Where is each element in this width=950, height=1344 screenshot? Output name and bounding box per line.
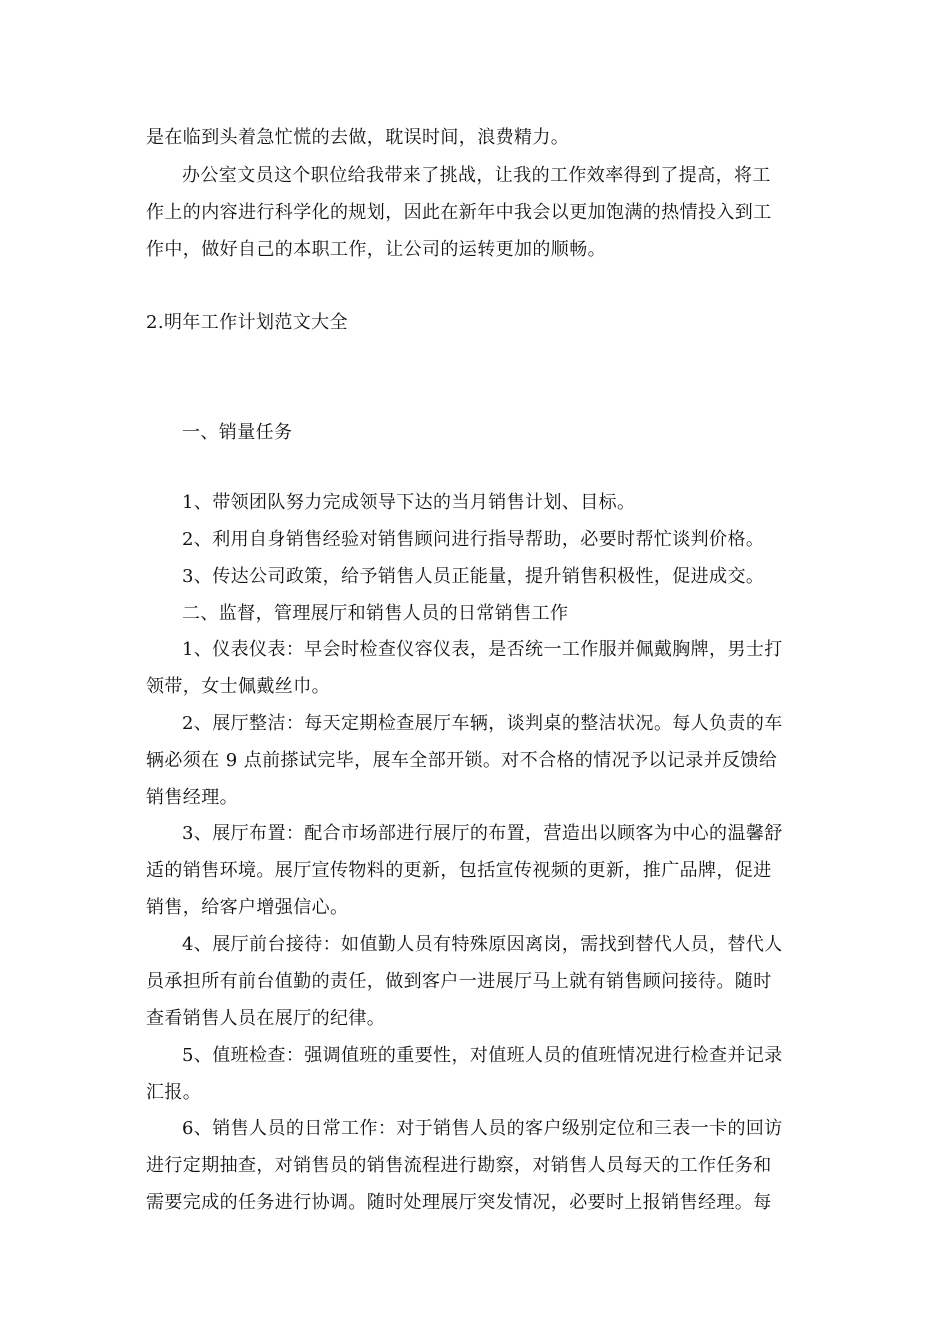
paragraph-line: 查看销售人员在展厅的纪律。 xyxy=(146,1008,386,1029)
paragraph-line: 进行定期抽查，对销售员的销售流程进行勘察，对销售人员每天的工作任务和 xyxy=(146,1155,772,1176)
section-heading: 2.明年工作计划范文大全 xyxy=(146,312,348,333)
list-item: 3、展厅布置：配合市场部进行展厅的布置，营造出以顾客为中心的温馨舒 xyxy=(182,823,783,844)
list-item: 4、展厅前台接待：如值勤人员有特殊原因离岗，需找到替代人员，替代人 xyxy=(182,934,783,955)
list-item: 1、仪表仪表：早会时检查仪容仪表，是否统一工作服并佩戴胸牌，男士打 xyxy=(182,639,783,660)
list-item: 5、值班检查：强调值班的重要性，对值班人员的值班情况进行检查并记录 xyxy=(182,1045,783,1066)
paragraph-line: 作上的内容进行科学化的规划，因此在新年中我会以更加饱满的热情投入到工 xyxy=(146,202,772,223)
paragraph-line: 办公室文员这个职位给我带来了挑战，让我的工作效率得到了提高，将工 xyxy=(182,165,771,186)
list-item: 2、展厅整洁：每天定期检查展厅车辆，谈判桌的整洁状况。每人负责的车 xyxy=(182,713,783,734)
paragraph-line: 辆必须在 9 点前搽试完毕，展车全部开锁。对不合格的情况予以记录并反馈给 xyxy=(146,750,778,771)
paragraph-line: 销售经理。 xyxy=(146,787,238,808)
paragraph-line: 领带，女士佩戴丝巾。 xyxy=(146,676,330,697)
paragraph-line: 需要完成的任务进行协调。随时处理展厅突发情况，必要时上报销售经理。每 xyxy=(146,1192,772,1213)
paragraph-line: 员承担所有前台值勤的责任，做到客户一进展厅马上就有销售顾问接待。随时 xyxy=(146,971,772,992)
list-item: 2、利用自身销售经验对销售顾问进行指导帮助，必要时帮忙谈判价格。 xyxy=(182,529,765,550)
list-item: 3、传达公司政策，给予销售人员正能量，提升销售积极性，促进成交。 xyxy=(182,566,765,587)
subsection-heading: 二、监督，管理展厅和销售人员的日常销售工作 xyxy=(182,603,569,624)
paragraph-line: 销售，给客户增强信心。 xyxy=(146,897,349,918)
subsection-heading: 一、销量任务 xyxy=(182,422,293,443)
list-item: 6、销售人员的日常工作：对于销售人员的客户级别定位和三表一卡的回访 xyxy=(182,1118,783,1139)
paragraph-line: 是在临到头着急忙慌的去做，耽误时间，浪费精力。 xyxy=(146,127,570,148)
list-item: 1、带领团队努力完成领导下达的当月销售计划、目标。 xyxy=(182,492,636,513)
paragraph-line: 汇报。 xyxy=(146,1082,202,1103)
paragraph-line: 作中，做好自己的本职工作，让公司的运转更加的顺畅。 xyxy=(146,239,606,260)
paragraph-line: 适的销售环境。展厅宣传物料的更新，包括宣传视频的更新，推广品牌，促进 xyxy=(146,860,772,881)
